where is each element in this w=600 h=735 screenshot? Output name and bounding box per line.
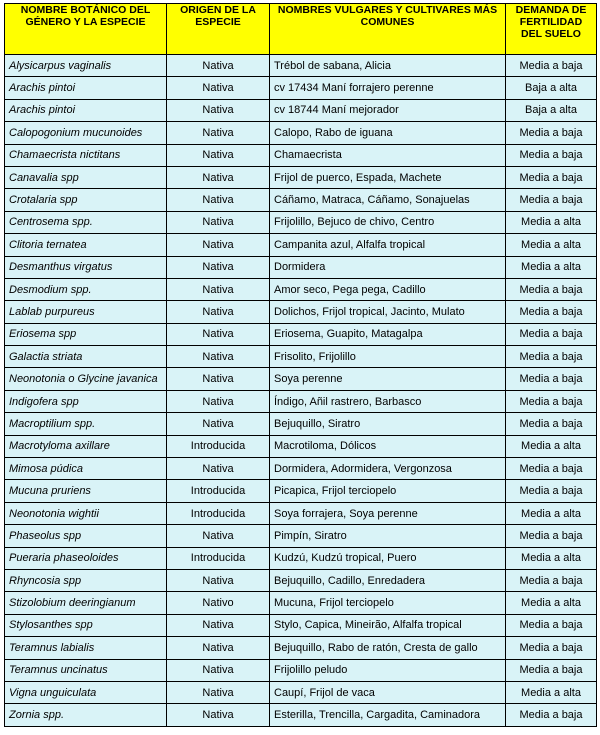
legume-species-table-container: [4, 3, 597, 727]
species-cell: Mimosa púdica: [5, 458, 167, 480]
table-row: [5, 704, 597, 726]
origin-cell: Nativa: [167, 390, 270, 412]
origin-cell: Nativa: [167, 704, 270, 726]
species-cell: Arachis pintoi: [5, 99, 167, 121]
common-names-cell: Soya forrajera, Soya perenne: [270, 502, 506, 524]
origin-cell: Nativa: [167, 189, 270, 211]
common-names-cell: Dormidera: [270, 256, 506, 278]
header-fertility-demand: DEMANDA DE FERTILIDAD DEL SUELO: [506, 4, 597, 55]
origin-cell: Nativa: [167, 614, 270, 636]
origin-cell: Nativa: [167, 77, 270, 99]
origin-cell: Nativa: [167, 458, 270, 480]
species-cell: Chamaecrista nictitans: [5, 144, 167, 166]
header-common-names: NOMBRES VULGARES Y CULTIVARES MÁS COMUNES: [270, 4, 506, 55]
fertility-demand-cell: Media a baja: [506, 704, 597, 726]
fertility-demand-cell: Media a baja: [506, 144, 597, 166]
table-row: [5, 637, 597, 659]
table-header-row: [5, 4, 597, 55]
table-row: [5, 681, 597, 703]
table-row: [5, 166, 597, 188]
table-row: [5, 77, 597, 99]
species-cell: Macroptilium spp.: [5, 413, 167, 435]
fertility-demand-cell: Media a baja: [506, 122, 597, 144]
common-names-cell: Frijol de puerco, Espada, Machete: [270, 166, 506, 188]
common-names-cell: Esterilla, Trencilla, Cargadita, Caminadora: [270, 704, 506, 726]
fertility-demand-cell: Media a alta: [506, 502, 597, 524]
fertility-demand-cell: Media a baja: [506, 390, 597, 412]
species-cell: Macrotyloma axillare: [5, 435, 167, 457]
header-species: NOMBRE BOTÁNICO DEL GÉNERO Y LA ESPECIE: [5, 4, 167, 55]
species-cell: Neonotonia o Glycine javanica: [5, 368, 167, 390]
origin-cell: Nativa: [167, 346, 270, 368]
common-names-cell: Trébol de sabana, Alicia: [270, 55, 506, 77]
common-names-cell: Dolichos, Frijol tropical, Jacinto, Mulato: [270, 301, 506, 323]
fertility-demand-cell: Media a baja: [506, 189, 597, 211]
origin-cell: Nativa: [167, 211, 270, 233]
origin-cell: Nativa: [167, 569, 270, 591]
table-row: [5, 55, 597, 77]
origin-cell: Introducida: [167, 547, 270, 569]
common-names-cell: Bejuquillo, Cadillo, Enredadera: [270, 569, 506, 591]
origin-cell: Nativa: [167, 99, 270, 121]
common-names-cell: Bejuquillo, Rabo de ratón, Cresta de gallo: [270, 637, 506, 659]
common-names-cell: Índigo, Añil rastrero, Barbasco: [270, 390, 506, 412]
origin-cell: Introducida: [167, 480, 270, 502]
table-row: [5, 659, 597, 681]
table-row: [5, 122, 597, 144]
fertility-demand-cell: Media a alta: [506, 592, 597, 614]
species-cell: Desmodium spp.: [5, 278, 167, 300]
origin-cell: Nativa: [167, 659, 270, 681]
table-row: [5, 346, 597, 368]
common-names-cell: cv 18744 Maní mejorador: [270, 99, 506, 121]
table-row: [5, 368, 597, 390]
fertility-demand-cell: Media a baja: [506, 614, 597, 636]
common-names-cell: Macrotiloma, Dólicos: [270, 435, 506, 457]
fertility-demand-cell: Media a alta: [506, 547, 597, 569]
species-cell: Centrosema spp.: [5, 211, 167, 233]
species-cell: Zornia spp.: [5, 704, 167, 726]
origin-cell: Nativa: [167, 681, 270, 703]
species-cell: Desmanthus virgatus: [5, 256, 167, 278]
fertility-demand-cell: Media a baja: [506, 55, 597, 77]
origin-cell: Nativa: [167, 525, 270, 547]
fertility-demand-cell: Media a baja: [506, 413, 597, 435]
species-cell: Phaseolus spp: [5, 525, 167, 547]
legume-species-table: [4, 3, 597, 727]
origin-cell: Nativa: [167, 323, 270, 345]
origin-cell: Nativa: [167, 55, 270, 77]
origin-cell: Nativa: [167, 368, 270, 390]
common-names-cell: Pimpín, Siratro: [270, 525, 506, 547]
species-cell: Canavalia spp: [5, 166, 167, 188]
species-cell: Rhyncosia spp: [5, 569, 167, 591]
species-cell: Alysicarpus vaginalis: [5, 55, 167, 77]
common-names-cell: Campanita azul, Alfalfa tropical: [270, 234, 506, 256]
fertility-demand-cell: Media a baja: [506, 458, 597, 480]
common-names-cell: Stylo, Capica, Mineirão, Alfalfa tropical: [270, 614, 506, 636]
common-names-cell: Cáñamo, Matraca, Cáñamo, Sonajuelas: [270, 189, 506, 211]
species-cell: Neonotonia wightii: [5, 502, 167, 524]
fertility-demand-cell: Media a alta: [506, 211, 597, 233]
species-cell: Teramnus labialis: [5, 637, 167, 659]
common-names-cell: Soya perenne: [270, 368, 506, 390]
table-row: [5, 234, 597, 256]
common-names-cell: Dormidera, Adormidera, Vergonzosa: [270, 458, 506, 480]
table-row: [5, 99, 597, 121]
fertility-demand-cell: Media a alta: [506, 256, 597, 278]
origin-cell: Nativa: [167, 413, 270, 435]
common-names-cell: Chamaecrista: [270, 144, 506, 166]
table-row: [5, 301, 597, 323]
table-row: [5, 592, 597, 614]
common-names-cell: Eriosema, Guapito, Matagalpa: [270, 323, 506, 345]
species-cell: Pueraria phaseoloides: [5, 547, 167, 569]
table-row: [5, 435, 597, 457]
species-cell: Teramnus uncinatus: [5, 659, 167, 681]
fertility-demand-cell: Baja a alta: [506, 99, 597, 121]
fertility-demand-cell: Media a baja: [506, 525, 597, 547]
species-cell: Indigofera spp: [5, 390, 167, 412]
species-cell: Arachis pintoi: [5, 77, 167, 99]
common-names-cell: Caupí, Frijol de vaca: [270, 681, 506, 703]
common-names-cell: Picapica, Frijol terciopelo: [270, 480, 506, 502]
species-cell: Galactia striata: [5, 346, 167, 368]
table-row: [5, 278, 597, 300]
fertility-demand-cell: Media a baja: [506, 569, 597, 591]
table-row: [5, 323, 597, 345]
species-cell: Stylosanthes spp: [5, 614, 167, 636]
table-row: [5, 413, 597, 435]
origin-cell: Nativa: [167, 256, 270, 278]
origin-cell: Nativa: [167, 234, 270, 256]
species-cell: Calopogonium mucunoides: [5, 122, 167, 144]
origin-cell: Nativo: [167, 592, 270, 614]
table-row: [5, 144, 597, 166]
origin-cell: Introducida: [167, 502, 270, 524]
fertility-demand-cell: Media a baja: [506, 301, 597, 323]
common-names-cell: Kudzú, Kudzú tropical, Puero: [270, 547, 506, 569]
common-names-cell: Amor seco, Pega pega, Cadillo: [270, 278, 506, 300]
common-names-cell: Frijolillo, Bejuco de chivo, Centro: [270, 211, 506, 233]
table-row: [5, 211, 597, 233]
common-names-cell: Calopo, Rabo de iguana: [270, 122, 506, 144]
table-row: [5, 256, 597, 278]
species-cell: Mucuna pruriens: [5, 480, 167, 502]
fertility-demand-cell: Media a alta: [506, 234, 597, 256]
origin-cell: Introducida: [167, 435, 270, 457]
table-row: [5, 458, 597, 480]
table-row: [5, 525, 597, 547]
table-row: [5, 502, 597, 524]
species-cell: Stizolobium deeringianum: [5, 592, 167, 614]
header-origin: ORIGEN DE LA ESPECIE: [167, 4, 270, 55]
table-body: [5, 55, 597, 727]
table-row: [5, 390, 597, 412]
fertility-demand-cell: Media a baja: [506, 637, 597, 659]
species-cell: Vigna unguiculata: [5, 681, 167, 703]
fertility-demand-cell: Media a baja: [506, 368, 597, 390]
fertility-demand-cell: Media a baja: [506, 480, 597, 502]
origin-cell: Nativa: [167, 144, 270, 166]
common-names-cell: Mucuna, Frijol terciopelo: [270, 592, 506, 614]
fertility-demand-cell: Media a baja: [506, 346, 597, 368]
fertility-demand-cell: Media a baja: [506, 323, 597, 345]
fertility-demand-cell: Media a alta: [506, 435, 597, 457]
common-names-cell: Frisolito, Frijolillo: [270, 346, 506, 368]
species-cell: Lablab purpureus: [5, 301, 167, 323]
origin-cell: Nativa: [167, 122, 270, 144]
fertility-demand-cell: Media a baja: [506, 278, 597, 300]
table-row: [5, 569, 597, 591]
fertility-demand-cell: Media a baja: [506, 166, 597, 188]
species-cell: Eriosema spp: [5, 323, 167, 345]
species-cell: Clitoria ternatea: [5, 234, 167, 256]
species-cell: Crotalaria spp: [5, 189, 167, 211]
common-names-cell: Frijolillo peludo: [270, 659, 506, 681]
fertility-demand-cell: Baja a alta: [506, 77, 597, 99]
common-names-cell: Bejuquillo, Siratro: [270, 413, 506, 435]
common-names-cell: cv 17434 Maní forrajero perenne: [270, 77, 506, 99]
origin-cell: Nativa: [167, 166, 270, 188]
table-row: [5, 547, 597, 569]
table-row: [5, 614, 597, 636]
table-row: [5, 189, 597, 211]
origin-cell: Nativa: [167, 301, 270, 323]
origin-cell: Nativa: [167, 278, 270, 300]
fertility-demand-cell: Media a baja: [506, 659, 597, 681]
origin-cell: Nativa: [167, 637, 270, 659]
fertility-demand-cell: Media a alta: [506, 681, 597, 703]
table-row: [5, 480, 597, 502]
